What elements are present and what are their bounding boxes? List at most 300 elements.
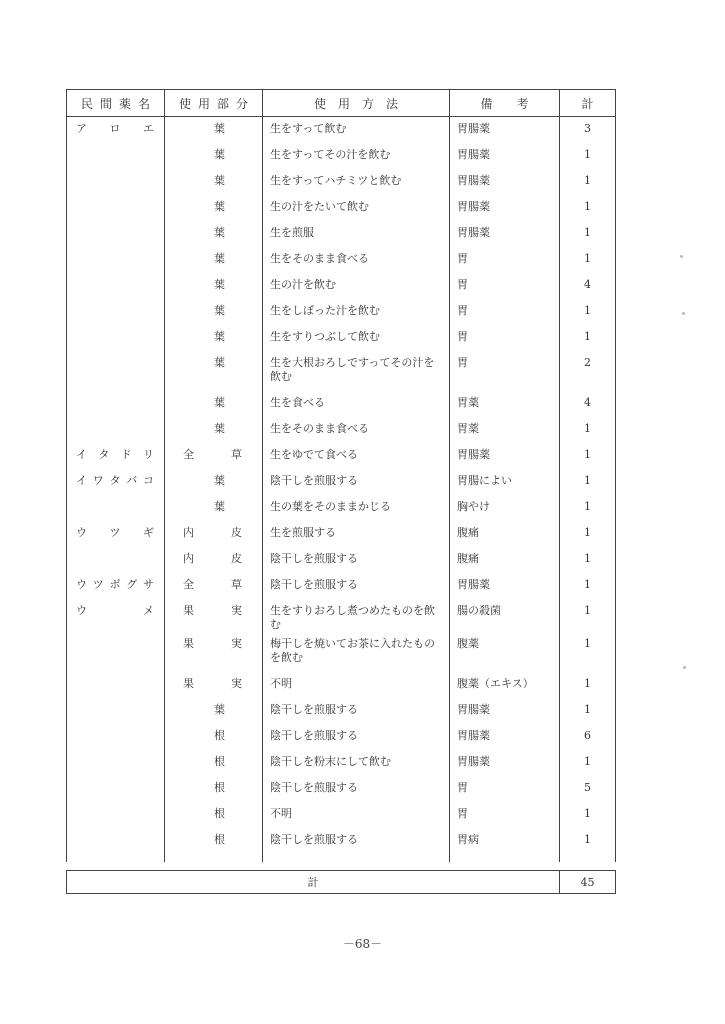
table-row [67, 391, 616, 417]
name-cell [67, 221, 165, 247]
method-cell [263, 828, 450, 862]
name-cell-text [67, 632, 164, 637]
method-cell-text: 生をすりつぶして飲む [270, 330, 380, 343]
part-cell [165, 391, 263, 417]
method-cell [263, 724, 450, 750]
method-cell-text: 生をすって飲む [270, 122, 347, 135]
count-cell [560, 547, 616, 573]
count-cell-text: 1 [584, 578, 591, 591]
note-cell-text: 胃腸薬 [457, 148, 490, 161]
count-cell [560, 299, 616, 325]
note-cell [450, 325, 560, 351]
method-cell-text: 生を大根おろしですってその汁を飲む [270, 356, 435, 383]
note-cell [450, 221, 560, 247]
name-cell-text [67, 802, 164, 807]
note-cell [450, 750, 560, 776]
method-cell [263, 469, 450, 495]
method-cell-text: 生をゆでて食べる [270, 448, 358, 461]
name-cell [67, 599, 165, 632]
name-cell-text [67, 750, 164, 755]
count-cell [560, 143, 616, 169]
note-cell [450, 599, 560, 632]
part-cell-text: 葉 [214, 422, 225, 435]
count-cell [560, 776, 616, 802]
table-row [67, 828, 616, 862]
note-cell-text: 胃 [457, 252, 468, 265]
method-cell [263, 195, 450, 221]
name-cell [67, 247, 165, 273]
name-cell-text [67, 828, 164, 833]
part-cell [165, 169, 263, 195]
name-cell [67, 521, 165, 547]
method-cell-text: 陰干しを煎服する [270, 703, 358, 716]
part-cell-text: 根 [214, 781, 225, 794]
count-cell [560, 469, 616, 495]
part-cell-text: 葉 [214, 122, 225, 135]
part-cell [165, 632, 263, 672]
table-row [67, 273, 616, 299]
part-cell [165, 776, 263, 802]
note-cell [450, 802, 560, 828]
part-cell-text: 葉 [214, 200, 225, 213]
note-cell-text: 腸の殺菌 [457, 604, 501, 617]
name-cell-text [67, 672, 164, 677]
name-cell-text [67, 698, 164, 703]
spacer-row [67, 862, 616, 871]
count-cell-text: 6 [584, 729, 591, 742]
part-cell-text: 葉 [214, 474, 225, 487]
count-cell [560, 247, 616, 273]
part-cell [165, 547, 263, 573]
count-cell [560, 573, 616, 599]
name-cell [67, 195, 165, 221]
table-header-row [67, 90, 616, 117]
method-cell [263, 221, 450, 247]
note-cell [450, 573, 560, 599]
name-cell-text [67, 169, 164, 174]
method-cell [263, 573, 450, 599]
count-cell [560, 632, 616, 672]
name-cell [67, 325, 165, 351]
count-cell-text: 1 [584, 677, 591, 690]
count-cell-text: 1 [584, 330, 591, 343]
name-cell [67, 495, 165, 521]
note-cell [450, 247, 560, 273]
method-cell [263, 325, 450, 351]
part-cell [165, 698, 263, 724]
total-label: 計 [67, 871, 560, 894]
name-cell [67, 351, 165, 391]
scan-speck [682, 312, 685, 315]
part-cell-text: 葉 [214, 226, 225, 239]
note-cell-text: 胃腸薬 [457, 200, 490, 213]
table-row [67, 750, 616, 776]
note-cell [450, 698, 560, 724]
count-cell [560, 672, 616, 698]
note-cell [450, 776, 560, 802]
method-cell [263, 247, 450, 273]
count-cell-text: 1 [584, 637, 591, 650]
table-row [67, 469, 616, 495]
note-cell [450, 443, 560, 469]
count-cell-text: 4 [584, 278, 591, 291]
part-cell [165, 828, 263, 862]
method-cell-text: 生をすってその汁を飲む [270, 148, 391, 161]
count-cell-text: 1 [584, 304, 591, 317]
table-row [67, 443, 616, 469]
note-cell-text: 胃腸薬 [457, 578, 490, 591]
table-row [67, 247, 616, 273]
name-cell [67, 750, 165, 776]
name-cell-text [67, 195, 164, 200]
part-cell-text: 全草 [183, 448, 242, 461]
name-cell [67, 776, 165, 802]
part-cell [165, 724, 263, 750]
part-cell [165, 351, 263, 391]
count-cell-text: 1 [584, 526, 591, 539]
count-cell-text: 1 [584, 552, 591, 565]
count-cell-text: 1 [584, 500, 591, 513]
count-cell-text: 1 [584, 833, 591, 846]
count-cell-text: 1 [584, 422, 591, 435]
method-cell-text: 生をそのまま食べる [270, 252, 369, 265]
table-row [67, 776, 616, 802]
method-cell-text: 生を食べる [270, 396, 325, 409]
count-cell [560, 273, 616, 299]
table-row [67, 632, 616, 672]
table-row [67, 672, 616, 698]
name-cell [67, 802, 165, 828]
header-method: 使 用 方 法 [263, 90, 450, 117]
count-cell [560, 802, 616, 828]
name-cell [67, 672, 165, 698]
count-cell [560, 195, 616, 221]
note-cell-text: 胃薬 [457, 396, 479, 409]
name-cell-text [67, 724, 164, 729]
part-cell [165, 299, 263, 325]
method-cell [263, 802, 450, 828]
name-cell [67, 828, 165, 862]
method-cell-text: 陰干しを煎服する [270, 729, 358, 742]
note-cell-text: 胃腸薬 [457, 226, 490, 239]
part-cell-text: 果実 [183, 637, 242, 650]
part-cell [165, 325, 263, 351]
header-count: 計 [560, 90, 616, 117]
method-cell-text: 不明 [270, 677, 292, 690]
note-cell-text: 胃腸薬 [457, 122, 490, 135]
method-cell [263, 495, 450, 521]
name-cell-text [67, 247, 164, 252]
note-cell [450, 724, 560, 750]
count-cell-text: 1 [584, 148, 591, 161]
name-cell-text [67, 351, 164, 356]
method-cell-text: 陰干しを煎服する [270, 833, 358, 846]
note-cell-text: 胃 [457, 781, 468, 794]
count-cell [560, 828, 616, 862]
name-cell [67, 299, 165, 325]
note-cell-text: 腹痛 [457, 552, 479, 565]
name-cell [67, 469, 165, 495]
part-cell-text: 根 [214, 807, 225, 820]
count-cell [560, 443, 616, 469]
note-cell [450, 469, 560, 495]
count-cell [560, 495, 616, 521]
part-cell [165, 247, 263, 273]
part-cell-text: 内皮 [183, 526, 242, 539]
method-cell [263, 599, 450, 632]
page-number: －68－ [342, 937, 383, 951]
part-cell [165, 469, 263, 495]
table-row [67, 802, 616, 828]
table-row [67, 117, 616, 144]
method-cell [263, 117, 450, 144]
count-cell-text: 4 [584, 396, 591, 409]
method-cell [263, 776, 450, 802]
part-cell [165, 750, 263, 776]
part-cell-text: 葉 [214, 500, 225, 513]
count-cell [560, 169, 616, 195]
name-cell-text [67, 417, 164, 422]
name-cell-text: ウメ [76, 604, 154, 617]
part-cell-text: 内皮 [183, 552, 242, 565]
method-cell [263, 169, 450, 195]
table-row [67, 417, 616, 443]
name-cell [67, 417, 165, 443]
part-cell-text: 果実 [183, 677, 242, 690]
table-row [67, 547, 616, 573]
method-cell-text: 生の汁をたいて飲む [270, 200, 369, 213]
name-cell [67, 724, 165, 750]
method-cell [263, 750, 450, 776]
count-cell [560, 599, 616, 632]
part-cell [165, 143, 263, 169]
table-row [67, 195, 616, 221]
note-cell [450, 273, 560, 299]
part-cell-text: 根 [214, 755, 225, 768]
part-cell-text: 根 [214, 833, 225, 846]
note-cell [450, 417, 560, 443]
count-cell-text: 1 [584, 703, 591, 716]
note-cell [450, 391, 560, 417]
method-cell-text: 陰干しを煎服する [270, 781, 358, 794]
table-row [67, 325, 616, 351]
count-cell-text: 5 [584, 781, 591, 794]
count-cell-text: 1 [584, 604, 591, 617]
method-cell-text: 生をそのまま食べる [270, 422, 369, 435]
part-cell [165, 221, 263, 247]
spacer-cell [67, 862, 616, 871]
name-cell-text [67, 299, 164, 304]
name-cell-text [67, 273, 164, 278]
method-cell-text: 生を煎服する [270, 526, 336, 539]
scan-speck [683, 666, 686, 669]
method-cell [263, 391, 450, 417]
part-cell [165, 417, 263, 443]
note-cell-text: 胃 [457, 807, 468, 820]
name-cell-text: アロエ [76, 122, 154, 135]
count-cell [560, 698, 616, 724]
note-cell [450, 169, 560, 195]
part-cell-text: 葉 [214, 330, 225, 343]
table-row [67, 698, 616, 724]
note-cell [450, 495, 560, 521]
name-cell [67, 443, 165, 469]
part-cell [165, 443, 263, 469]
header-part: 使用部分 [165, 90, 263, 117]
method-cell [263, 698, 450, 724]
note-cell-text: 胃 [457, 304, 468, 317]
method-cell-text: 陰干しを粉末にして飲む [270, 755, 391, 768]
table-row [67, 724, 616, 750]
name-cell [67, 391, 165, 417]
count-cell-text: 1 [584, 755, 591, 768]
method-cell [263, 143, 450, 169]
part-cell [165, 599, 263, 632]
method-cell-text: 梅干しを焼いてお茶に入れたものを飲む [270, 637, 435, 664]
part-cell-text: 葉 [214, 278, 225, 291]
table-row [67, 521, 616, 547]
note-cell-text: 胃 [457, 356, 468, 369]
part-cell-text: 葉 [214, 148, 225, 161]
count-cell-text: 1 [584, 474, 591, 487]
part-cell [165, 672, 263, 698]
note-cell-text: 胃腸薬 [457, 755, 490, 768]
table-row [67, 221, 616, 247]
count-cell [560, 521, 616, 547]
note-cell [450, 828, 560, 862]
count-cell [560, 221, 616, 247]
method-cell [263, 521, 450, 547]
count-cell-text: 1 [584, 807, 591, 820]
method-cell [263, 351, 450, 391]
note-cell-text: 腹薬（エキス） [457, 677, 534, 690]
method-cell-text: 陰干しを煎服する [270, 552, 358, 565]
count-cell [560, 117, 616, 144]
name-cell-text: ウツボグサ [76, 578, 154, 591]
note-cell-text: 腹薬 [457, 637, 479, 650]
name-cell-text [67, 391, 164, 396]
count-cell-text: 1 [584, 448, 591, 461]
table-body [67, 117, 616, 894]
note-cell [450, 195, 560, 221]
note-cell-text: 胃 [457, 330, 468, 343]
method-cell-text: 生の葉をそのままかじる [270, 500, 391, 513]
part-cell-text: 葉 [214, 356, 225, 369]
count-cell-text: 3 [584, 122, 591, 135]
count-cell [560, 351, 616, 391]
note-cell-text: 胃腸によい [457, 474, 512, 487]
part-cell-text: 葉 [214, 252, 225, 265]
count-cell-text: 1 [584, 226, 591, 239]
name-cell [67, 698, 165, 724]
name-cell-text [67, 776, 164, 781]
count-cell-text: 1 [584, 200, 591, 213]
count-cell [560, 750, 616, 776]
scan-speck [680, 255, 683, 258]
note-cell [450, 299, 560, 325]
name-cell-text: ウツギ [76, 526, 154, 539]
method-cell-text: 陰干しを煎服する [270, 474, 358, 487]
method-cell [263, 547, 450, 573]
method-cell [263, 417, 450, 443]
part-cell [165, 573, 263, 599]
name-cell [67, 632, 165, 672]
method-cell-text: 生の汁を飲む [270, 278, 336, 291]
part-cell [165, 802, 263, 828]
folk-medicine-table [66, 89, 616, 894]
name-cell-text: イワタバコ [76, 474, 154, 487]
method-cell-text: 生をしぼった汁を飲む [270, 304, 380, 317]
part-cell-text: 葉 [214, 174, 225, 187]
name-cell [67, 143, 165, 169]
table-row [67, 351, 616, 391]
count-cell [560, 724, 616, 750]
note-cell-text: 胃腸薬 [457, 703, 490, 716]
part-cell-text: 全草 [183, 578, 242, 591]
note-cell [450, 351, 560, 391]
note-cell [450, 521, 560, 547]
method-cell-text: 生を煎服 [270, 226, 314, 239]
method-cell [263, 299, 450, 325]
method-cell [263, 672, 450, 698]
table-row [67, 495, 616, 521]
name-cell-text [67, 495, 164, 500]
method-cell [263, 632, 450, 672]
count-cell [560, 391, 616, 417]
name-cell [67, 273, 165, 299]
note-cell-text: 腹痛 [457, 526, 479, 539]
method-cell-text: 不明 [270, 807, 292, 820]
note-cell [450, 547, 560, 573]
note-cell-text: 胃薬 [457, 422, 479, 435]
note-cell-text: 胃腸薬 [457, 174, 490, 187]
note-cell-text: 胃腸薬 [457, 448, 490, 461]
part-cell [165, 273, 263, 299]
table-row [67, 599, 616, 632]
name-cell-text [67, 143, 164, 148]
part-cell-text: 葉 [214, 396, 225, 409]
part-cell-text: 果実 [183, 604, 242, 617]
count-cell [560, 325, 616, 351]
name-cell [67, 117, 165, 144]
table-row [67, 299, 616, 325]
part-cell-text: 根 [214, 729, 225, 742]
note-cell [450, 632, 560, 672]
note-cell-text: 胃病 [457, 833, 479, 846]
part-cell-text: 葉 [214, 304, 225, 317]
name-cell-text [67, 221, 164, 226]
total-row [67, 871, 616, 894]
name-cell-text [67, 547, 164, 552]
method-cell-text: 陰干しを煎服する [270, 578, 358, 591]
note-cell-text: 胃腸薬 [457, 729, 490, 742]
note-cell-text: 胸やけ [457, 500, 490, 513]
method-cell-text: 生をすりおろし煮つめたものを飲む [270, 604, 435, 631]
part-cell-text: 葉 [214, 703, 225, 716]
table-row [67, 169, 616, 195]
method-cell [263, 273, 450, 299]
name-cell-text: イタドリ [76, 448, 154, 461]
part-cell [165, 117, 263, 144]
count-cell-text: 1 [584, 174, 591, 187]
note-cell [450, 672, 560, 698]
part-cell [165, 521, 263, 547]
count-cell-text: 2 [584, 356, 591, 369]
total-value: 45 [560, 871, 616, 894]
method-cell [263, 443, 450, 469]
method-cell-text: 生をすってハチミツと飲む [270, 174, 402, 187]
note-cell [450, 117, 560, 144]
